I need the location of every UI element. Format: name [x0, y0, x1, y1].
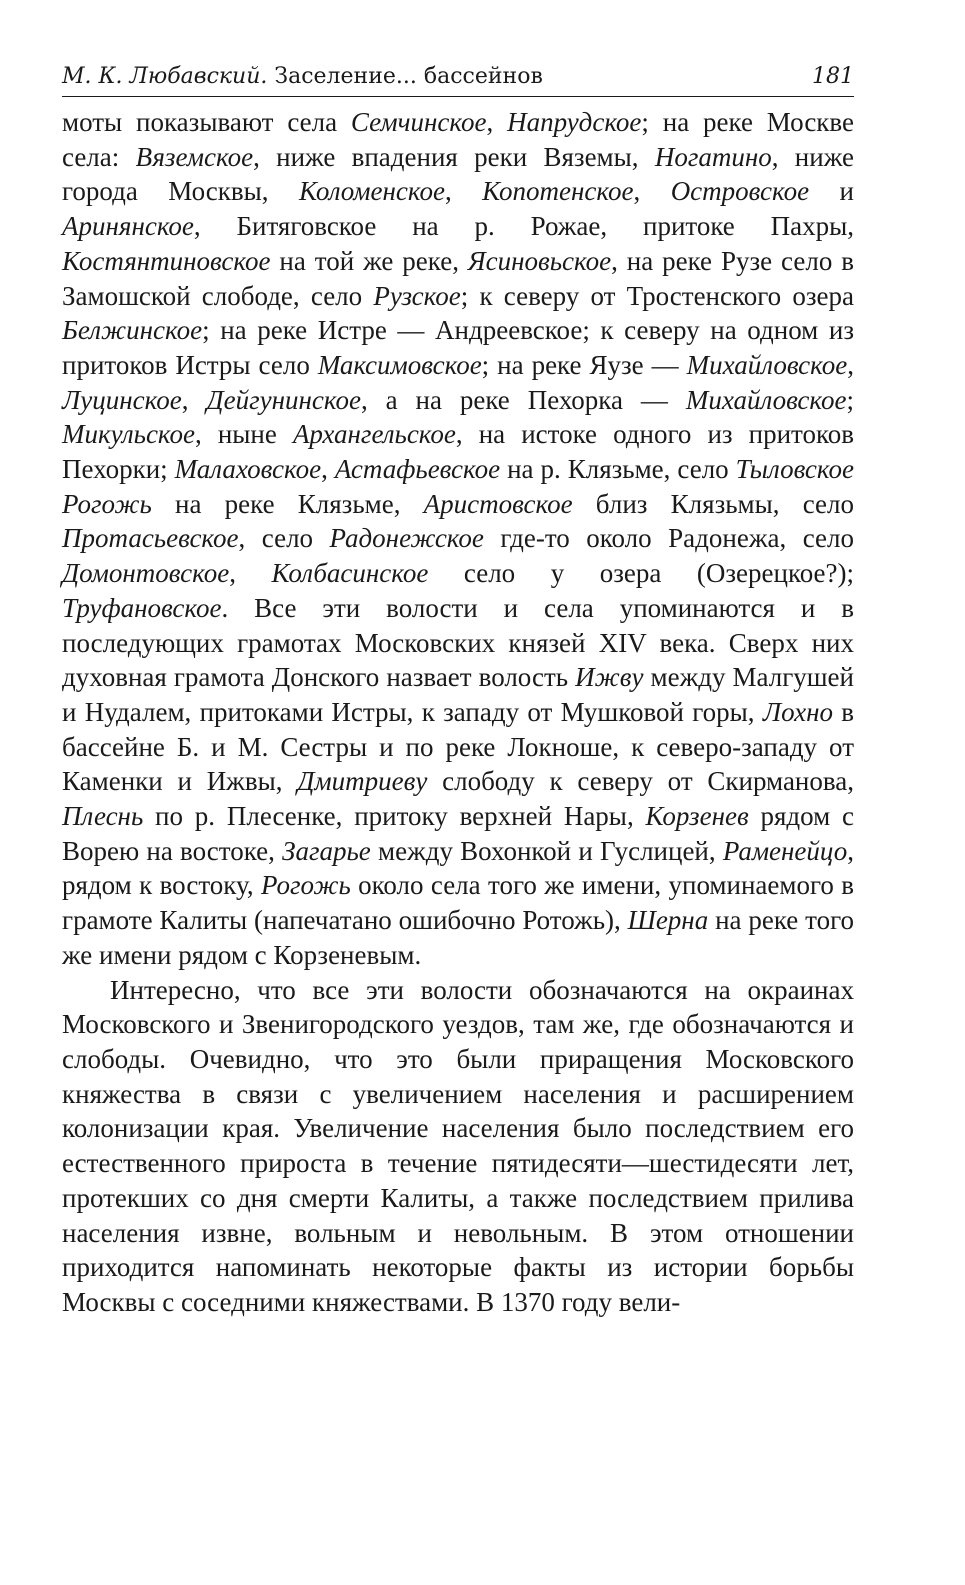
place-name: Островское — [670, 176, 810, 207]
text-run: на той же реке, — [270, 245, 468, 276]
place-name: Плеснь — [62, 801, 144, 832]
text-run: , на истоке одного из притоков Пехорки; — [62, 419, 854, 485]
text-run: . Все эти волости и села упоминаются и в последующих грамотах Московских князей XIV века. Сверх них духовная грамота Донского назвает волость — [62, 592, 854, 693]
place-name: Корзенев — [645, 801, 749, 832]
text-run: в бассейне Б. и М. Сестры и по реке Локноше, к северо-западу от Каменки и Ижвы, — [62, 696, 855, 797]
text-run: , а на реке Пехорка — — [360, 384, 686, 415]
text-run: Интересно, что все эти волости обозначаются на окраинах Московского и Звенигородского уездов, там же, где обозначаются и слободы. Очевидно, что это были приращения Московского княжества в связи с увеличением населения и расширением колонизации края. Увеличение населения было последствием его естественного прироста в течение пятидесяти—шестидесяти лет, протекших со дня смерти Калиты, а также последствием прилива населения извне, вольным и невольным. В этом отношении приходится напоминать некоторые факты из истории борьбы Москвы с соседними княжествами. В 1370 году вели- — [62, 974, 854, 1317]
text-run: , — [181, 384, 207, 415]
text-run: ; на реке Москве села: — [62, 107, 854, 172]
text-run: , — [229, 558, 272, 589]
text-run: рядом с Ворею на востоке, — [62, 801, 854, 866]
place-name: Домонтовское — [62, 558, 230, 589]
place-name: Аринянское — [62, 211, 194, 242]
place-name: Михайловское — [685, 384, 847, 415]
text-run: слободу к северу от Скирманова, — [427, 766, 855, 797]
text-run: между Малгушей и Нудалем, притоками Истры, к западу от Мушковой горы, — [62, 662, 854, 727]
text-run: близ Клязьмы, село — [572, 488, 855, 519]
place-name: Тыловское Рогожь — [62, 454, 855, 519]
paragraph — [62, 973, 854, 1320]
place-name: Напрудское — [507, 107, 642, 137]
text-run: и — [809, 176, 854, 207]
body-text — [62, 105, 854, 1320]
text-run: где-то около Радонежа, село — [483, 523, 854, 554]
text-run: ; к северу от Тростенского озера — [460, 280, 854, 311]
place-name: Ясиновьское — [467, 245, 612, 276]
place-name: Максимовское — [317, 349, 482, 380]
place-name: Раменейцо — [722, 835, 848, 866]
place-name: Дейгунинское — [206, 384, 361, 415]
text-run: , — [847, 349, 854, 380]
text-run: , — [633, 176, 671, 207]
place-name: Рузское — [373, 280, 461, 311]
place-name: Шерна — [627, 905, 709, 936]
header-author: М. К. Любавский. — [62, 64, 268, 89]
place-name: Вяземское — [135, 141, 254, 172]
text-run: ; на реке Истре — Андреевское; к северу на одном из притоков Истры село — [62, 315, 854, 380]
text-run: , ниже города Москвы, — [62, 141, 854, 207]
place-name: Коломенское — [298, 176, 445, 207]
text-run: , — [486, 107, 508, 137]
place-name: Астафьевское — [334, 454, 501, 485]
text-run: , на реке Рузе село в Замошской слободе, село — [62, 245, 854, 311]
place-name: Лохно — [762, 696, 833, 727]
text-run: на реке того же имени рядом с Корзеневым. — [62, 905, 854, 970]
text-run: ; — [846, 384, 855, 415]
paragraph — [62, 105, 854, 973]
place-name: Михайловское — [686, 349, 848, 380]
text-run: , село — [238, 523, 330, 554]
place-name: Загарье — [282, 835, 371, 866]
text-run: около села того же имени, упоминаемого в грамоте Калиты (напечатано ошибочно Ротожь), — [62, 870, 855, 936]
place-name: Микульское — [62, 419, 196, 450]
text-run: , Битяговское на р. Рожае, притоке Пахры, — [193, 211, 854, 242]
text-run: между Вохонкой и Гуслицей, — [370, 835, 723, 866]
place-name: Архангельское — [292, 419, 456, 450]
place-name: Радонежское — [329, 523, 484, 554]
place-name: Труфановское — [62, 592, 222, 623]
place-name: Костянтиновское — [62, 245, 271, 276]
text-run: село у озера (Озерецкое?); — [428, 558, 854, 589]
page-number: 181 — [812, 64, 854, 89]
running-header — [62, 62, 854, 97]
text-run: на р. Клязьме, село — [500, 454, 736, 485]
text-run: , ниже впадения реки Вяземы, — [253, 141, 655, 172]
running-title — [62, 62, 543, 92]
place-name: Колбасинское — [271, 558, 429, 589]
place-name: Белжинское — [62, 315, 203, 346]
text-run: на реке Клязьме, — [151, 488, 424, 519]
place-name: Семчинское — [350, 107, 487, 137]
text-run: , ныне — [195, 419, 293, 450]
text-run: , рядом к востоку, — [62, 835, 854, 901]
place-name: Луцинское — [62, 384, 182, 415]
text-run: ; на реке Яузе — — [481, 349, 687, 380]
place-name: Малаховское — [174, 454, 322, 485]
place-name: Копотенское — [482, 176, 634, 207]
book-page — [62, 62, 854, 1320]
header-title: Заселение... бассейнов — [267, 64, 543, 89]
text-run: , — [321, 454, 335, 485]
place-name: Аристовское — [423, 488, 573, 519]
text-run: , — [444, 176, 483, 207]
place-name: Протасьевское — [62, 523, 239, 554]
text-run: по р. Плесенке, притоку верхней Нары, — [143, 801, 646, 832]
place-name: Рогожь — [260, 870, 351, 901]
place-name: Дмитриеву — [297, 766, 428, 797]
text-run: моты показывают села — [62, 107, 351, 137]
place-name: Ижву — [575, 662, 644, 693]
place-name: Ногатино — [654, 141, 772, 172]
